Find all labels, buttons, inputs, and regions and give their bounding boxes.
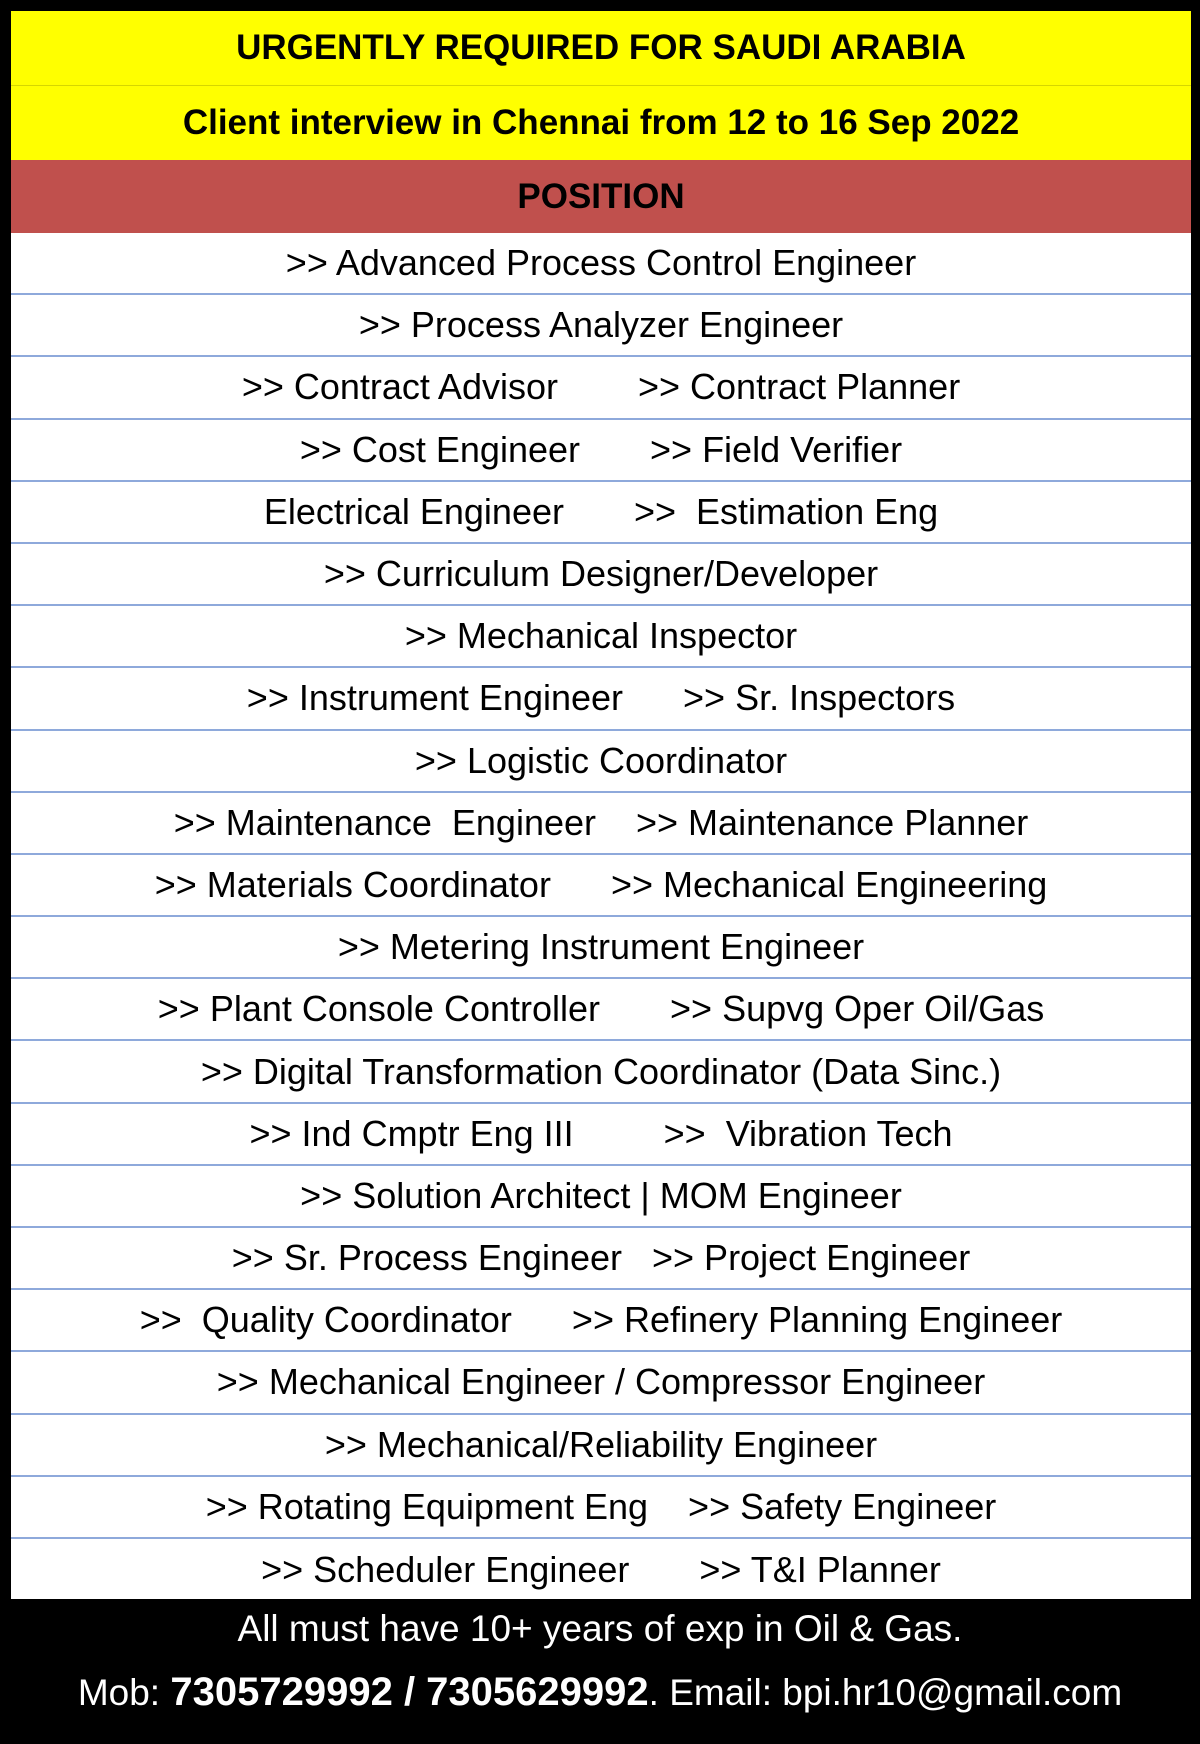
position-row: >> Contract Advisor >> Contract Planner — [11, 357, 1191, 419]
job-poster — [10, 10, 1192, 1600]
position-row: >> Solution Architect | MOM Engineer — [11, 1166, 1191, 1228]
position-row: >> Maintenance Engineer >> Maintenance Planner — [11, 793, 1191, 855]
mobile-label: Mob: — [77, 1672, 171, 1713]
position-row: >> Cost Engineer >> Field Verifier — [11, 420, 1191, 482]
headline: URGENTLY REQUIRED FOR SAUDI ARABIA — [11, 11, 1191, 86]
position-heading: POSITION — [11, 160, 1191, 233]
position-row: >> Scheduler Engineer >> T&I Planner — [261, 1549, 941, 1591]
position-row: >> Rotating Equipment Eng >> Safety Engineer — [11, 1477, 1191, 1539]
position-row: >> Advanced Process Control Engineer — [11, 233, 1191, 295]
position-row: >> Mechanical Engineer / Compressor Engineer — [11, 1352, 1191, 1414]
position-row: >> Mechanical Inspector — [11, 606, 1191, 668]
mobile-numbers: 7305729992 / 7305629992 — [170, 1670, 649, 1714]
position-row: >> Materials Coordinator >> Mechanical Engineering — [11, 855, 1191, 917]
position-row: >> Logistic Coordinator — [11, 731, 1191, 793]
contact-footer — [0, 1600, 1200, 1744]
position-row: >> Ind Cmptr Eng III >> Vibration Tech — [11, 1104, 1191, 1166]
position-row: >> Sr. Process Engineer >> Project Engineer — [11, 1228, 1191, 1290]
position-row: >> Mechanical/Reliability Engineer — [11, 1415, 1191, 1477]
position-row: >> Digital Transformation Coordinator (Data Sinc.) — [11, 1041, 1191, 1103]
positions-list — [11, 233, 1191, 1601]
experience-requirement: All must have 10+ years of exp in Oil & Gas. — [237, 1608, 963, 1649]
position-row: >> Metering Instrument Engineer — [11, 917, 1191, 979]
position-row: >> Process Analyzer Engineer — [11, 295, 1191, 357]
position-row: >> Quality Coordinator >> Refinery Planning Engineer — [11, 1290, 1191, 1352]
position-row: >> Instrument Engineer >> Sr. Inspectors — [11, 668, 1191, 730]
email-text: . Email: bpi.hr10@gmail.com — [648, 1672, 1123, 1713]
position-row: >> Curriculum Designer/Developer — [11, 544, 1191, 606]
interview-info: Client interview in Chennai from 12 to 16 Sep 2022 — [11, 86, 1191, 160]
position-row: Electrical Engineer >> Estimation Eng — [11, 482, 1191, 544]
position-row: >> Plant Console Controller >> Supvg Oper Oil/Gas — [11, 979, 1191, 1041]
contact-line — [0, 1670, 1200, 1715]
